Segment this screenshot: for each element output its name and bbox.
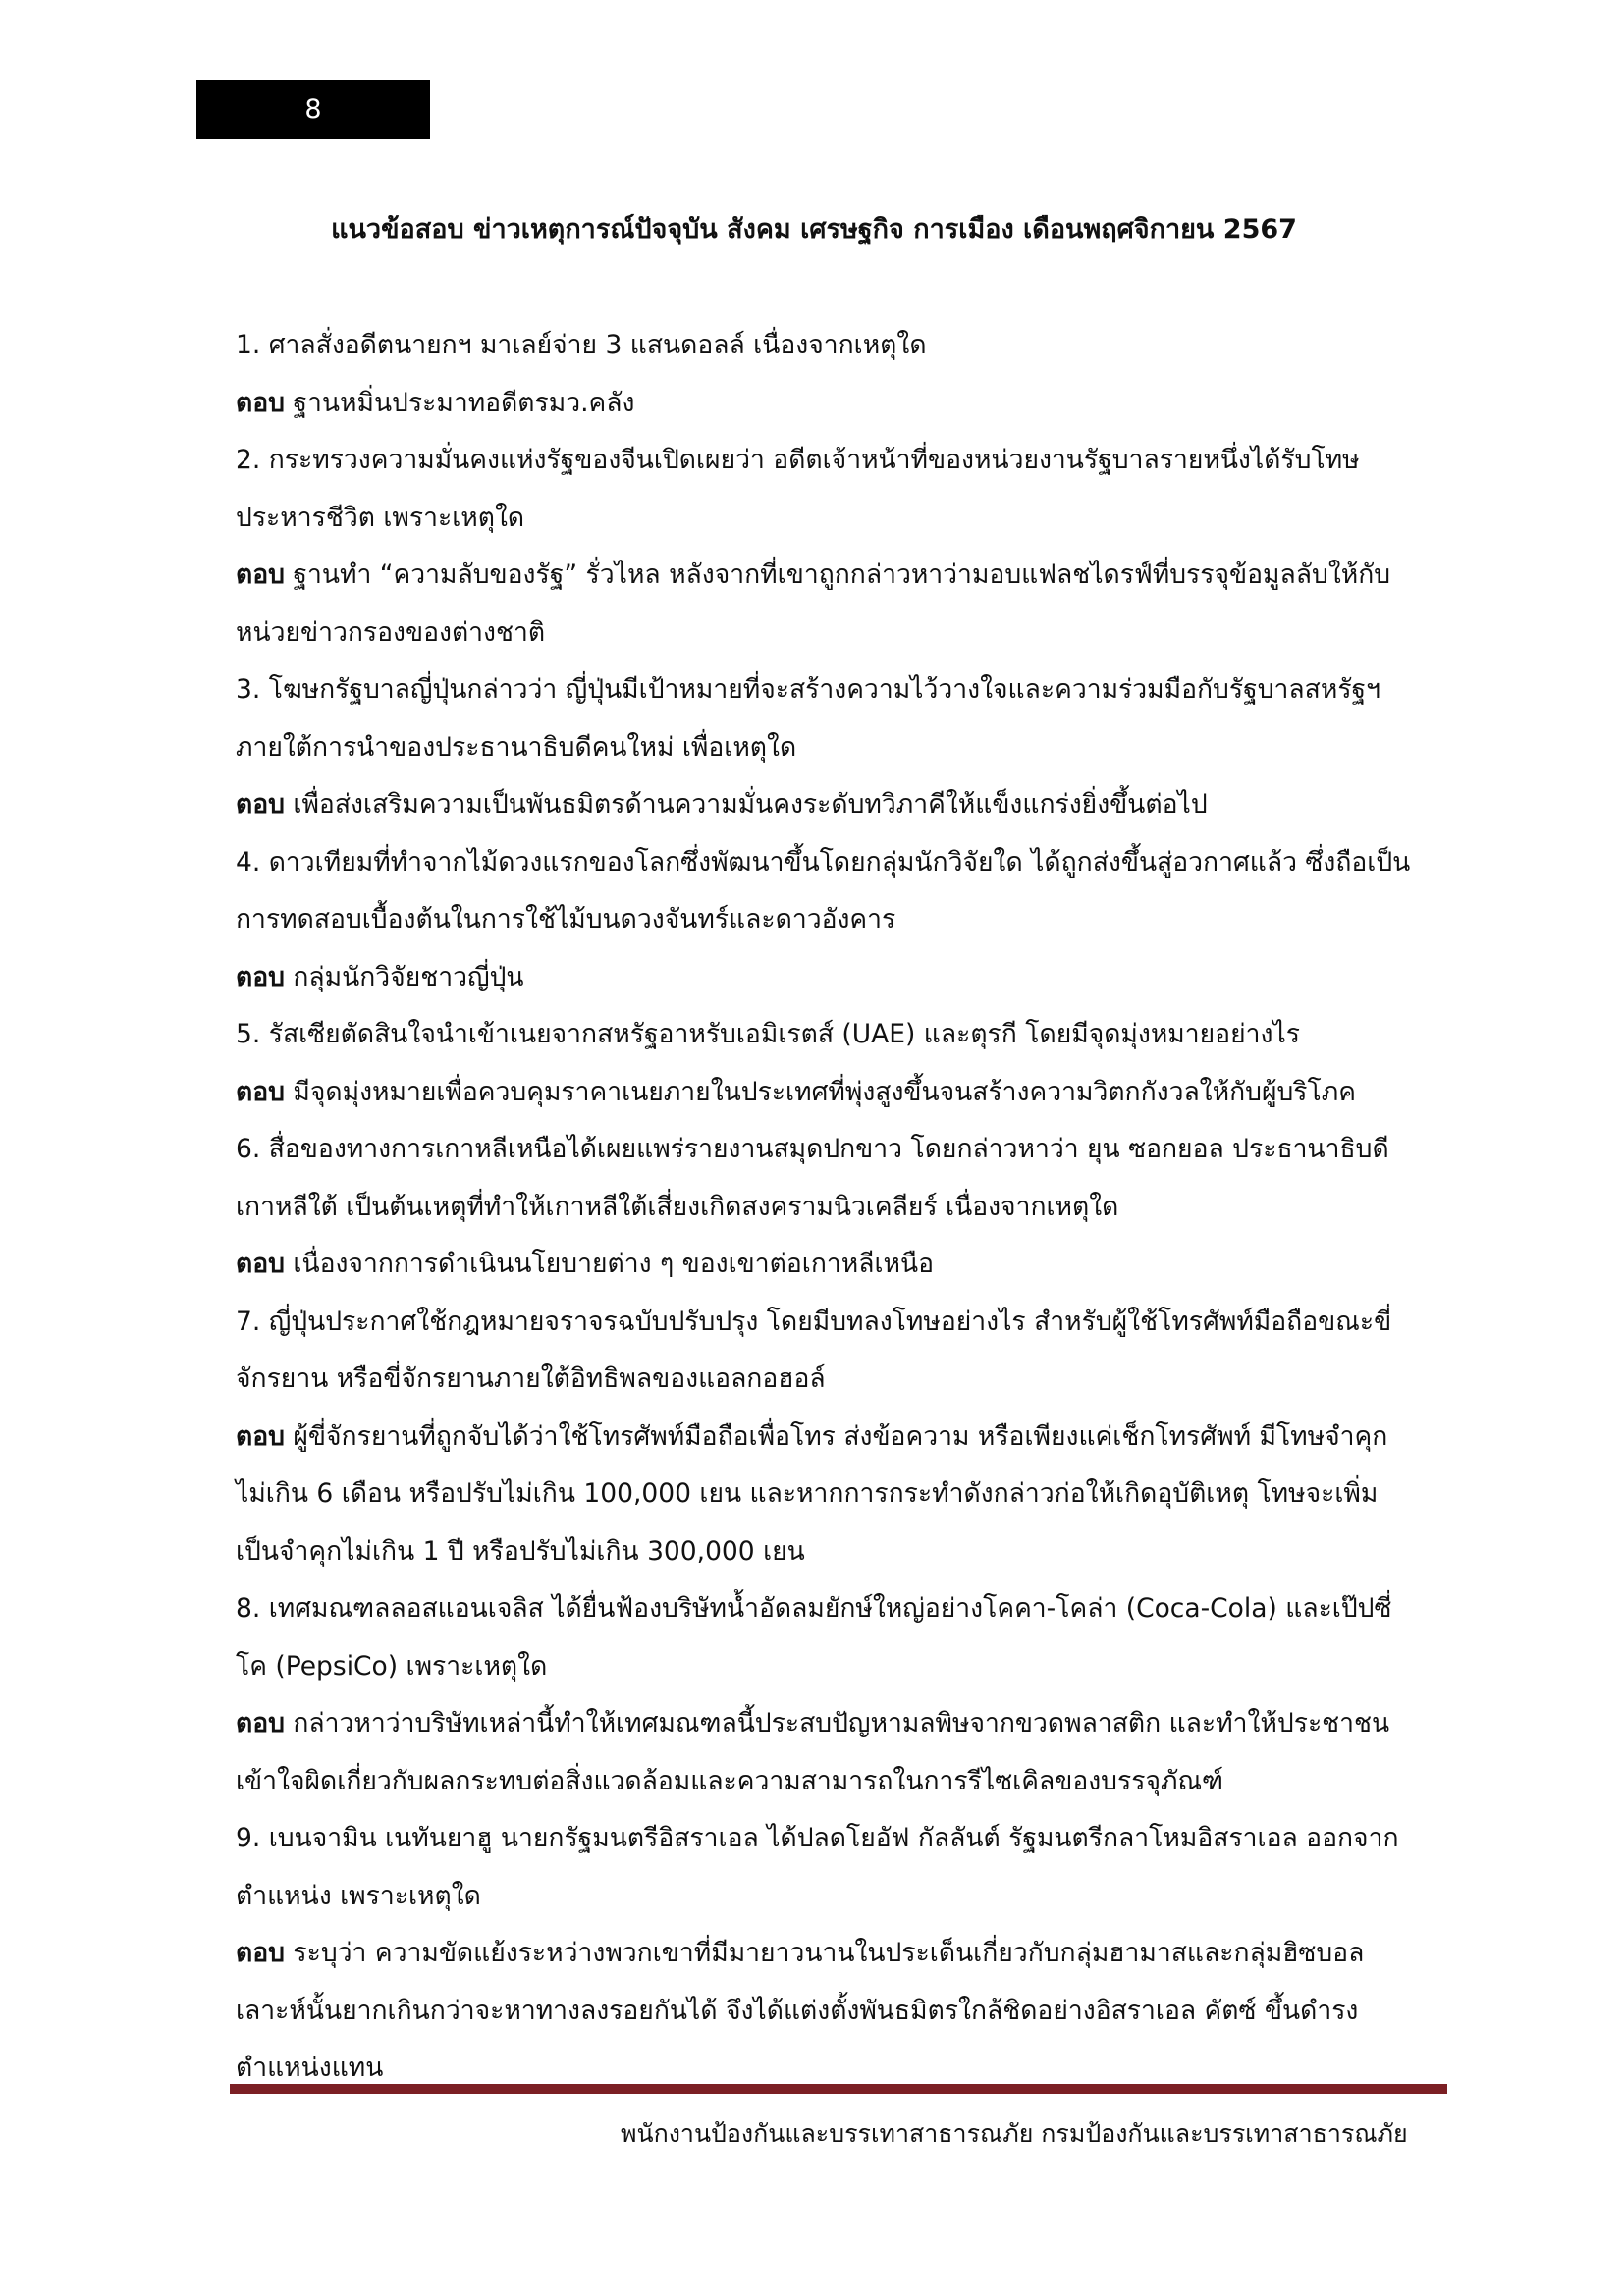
page-number: 8	[304, 94, 322, 125]
answer-5-text: มีจุดมุ่งหมายเพื่อควบคุมราคาเนยภายในประเทศที่พุ่งสูงขึ้นจนสร้างความวิตกกังวลให้กับผู้บริโภค	[293, 1076, 1356, 1107]
answer-5-line-1	[236, 1064, 1443, 1122]
question-4-line-1: 4. ดาวเทียมที่ทำจากไม้ดวงแรกของโลกซึ่งพัฒนาขึ้นโดยกลุ่มนักวิจัยใด ได้ถูกส่งขึ้นสู่อวกาศแล้ว ซึ่งถือเป็น	[236, 846, 1411, 878]
answer-label: ตอบ	[236, 1076, 285, 1107]
question-7-line-2: จักรยาน หรือขี่จักรยานภายใต้อิทธิพลของแอลกอฮอล์	[236, 1363, 826, 1394]
document-body	[236, 317, 1443, 2098]
answer-8-line-2: เข้าใจผิดเกี่ยวกับผลกระทบต่อสิ่งแวดล้อมและความสามารถในการรีไซเคิลของบรรจุภัณฑ์	[236, 1765, 1224, 1796]
answer-9-line-3: ตำแหน่งแทน	[236, 2053, 384, 2083]
question-5-line-1: 5. รัสเซียตัดสินใจนำเข้าเนยจากสหรัฐอาหรับเอมิเรตส์ (UAE) และตุรกี โดยมีจุดมุ่งหมายอย่างไร	[236, 1019, 1301, 1049]
question-8-line-1: 8. เทศมณฑลลอสแอนเจลิส ได้ยื่นฟ้องบริษัทน้ำอัดลมยักษ์ใหญ่อย่างโคคา-โคล่า (Coca-Cola) และเป๊ปซี่	[236, 1593, 1392, 1624]
question-3-line-1: 3. โฆษกรัฐบาลญี่ปุ่นกล่าวว่า ญี่ปุ่นมีเป้าหมายที่จะสร้างความไว้วางใจและความร่วมมือกับรัฐบาลสหรัฐฯ	[236, 674, 1381, 705]
answer-label: ตอบ	[236, 387, 285, 418]
footer-organization: พนักงานป้องกันและบรรเทาสาธารณภัย กรมป้องกันและบรรเทาสาธารณภัย	[621, 2119, 1408, 2148]
answer-2-line-1	[236, 547, 1443, 605]
footer-divider	[230, 2084, 1447, 2094]
question-2-line-1: 2. กระทรวงความมั่นคงแห่งรัฐของจีนเปิดเผยว่า อดีตเจ้าหน้าที่ของหน่วยงานรัฐบาลรายหนึ่งได้รับโทษ	[236, 445, 1360, 475]
page-number-badge	[196, 80, 430, 139]
question-7-line-1: 7. ญี่ปุ่นประกาศใช้กฎหมายจราจรฉบับปรับปรุง โดยมีบทลงโทษอย่างไร สำหรับผู้ใช้โทรศัพท์มือถือขณะขี่	[236, 1306, 1392, 1337]
question-2-line-2: ประหารชีวิต เพราะเหตุใด	[236, 502, 525, 533]
answer-1-line-1	[236, 375, 1443, 433]
answer-label: ตอบ	[236, 789, 285, 820]
answer-6-text: เนื่องจากการดำเนินนโยบายต่าง ๆ ของเขาต่อเกาหลีเหนือ	[293, 1249, 935, 1279]
answer-label: ตอบ	[236, 1249, 285, 1279]
question-6-line-2: เกาหลีใต้ เป็นต้นเหตุที่ทำให้เกาหลีใต้เสี่ยงเกิดสงครามนิวเคลียร์ เนื่องจากเหตุใด	[236, 1191, 1119, 1222]
question-6-line-1: 6. สื่อของทางการเกาหลีเหนือได้เผยแพร่รายงานสมุดปกขาว โดยกล่าวหาว่า ยุน ซอกยอล ประธานาธิบดี	[236, 1134, 1389, 1164]
question-8-line-2: โค (PepsiCo) เพราะเหตุใด	[236, 1650, 548, 1682]
answer-7-line-3: เป็นจำคุกไม่เกิน 1 ปี หรือปรับไม่เกิน 300,000 เยน	[236, 1535, 805, 1567]
answer-8-text-1: กล่าวหาว่าบริษัทเหล่านี้ทำให้เทศมณฑลนี้ประสบปัญหามลพิษจากขวดพลาสติก และทำให้ประชาชน	[293, 1708, 1390, 1738]
question-1-line-1: 1. ศาลสั่งอดีตนายกฯ มาเลย์จ่าย 3 แสนดอลล์ เนื่องจากเหตุใด	[236, 330, 927, 360]
answer-2-text-1: ฐานทำ “ความลับของรัฐ” รั่วไหล หลังจากที่เขาถูกกล่าวหาว่ามอบแฟลชไดรฟ์ที่บรรจุข้อมูลลับให้กับ	[293, 560, 1391, 590]
question-3-line-2: ภายใต้การนำของประธานาธิบดีคนใหม่ เพื่อเหตุใด	[236, 731, 797, 763]
answer-6-line-1	[236, 1236, 1443, 1294]
answer-7-line-1	[236, 1409, 1443, 1467]
question-9-line-2: ตำแหน่ง เพราะเหตุใด	[236, 1880, 481, 1911]
answer-4-text: กลุ่มนักวิจัยชาวญี่ปุ่น	[293, 961, 524, 992]
answer-2-line-2: หน่วยข่าวกรองของต่างชาติ	[236, 616, 546, 648]
answer-label: ตอบ	[236, 1938, 285, 1968]
answer-8-line-1	[236, 1695, 1443, 1753]
answer-7-text-1: ผู้ขี่จักรยานที่ถูกจับได้ว่าใช้โทรศัพท์มือถือเพื่อโทร ส่งข้อความ หรือเพียงแค่เช็กโทรศัพท์ มีโทษจำคุก	[293, 1420, 1388, 1452]
answer-label: ตอบ	[236, 1420, 285, 1452]
answer-9-line-2: เลาะห์นั้นยากเกินกว่าจะหาทางลงรอยกันได้ จึงได้แต่งตั้งพันธมิตรใกล้ชิดอย่างอิสราเอล คัตซ์ ขึ้นดำรง	[236, 1995, 1359, 2026]
answer-1-text: ฐานหมิ่นประมาทอดีตรมว.คลัง	[293, 387, 635, 418]
answer-9-line-1	[236, 1925, 1443, 1983]
answer-4-line-1	[236, 949, 1443, 1007]
answer-7-line-2: ไม่เกิน 6 เดือน หรือปรับไม่เกิน 100,000 เยน และหากการกระทำดังกล่าวก่อให้เกิดอุบัติเหตุ โทษจะเพิ่ม	[236, 1478, 1379, 1509]
document-title: แนวข้อสอบ ข่าวเหตุการณ์ปัจจุบัน สังคม เศรษฐกิจ การเมือง เดือนพฤศจิกายน 2567	[331, 214, 1297, 244]
answer-3-line-1	[236, 776, 1443, 834]
question-9-line-1: 9. เบนจามิน เนทันยาฮู นายกรัฐมนตรีอิสราเอล ได้ปลดโยอัฟ กัลลันต์ รัฐมนตรีกลาโหมอิสราเอล ออกจาก	[236, 1823, 1399, 1853]
answer-label: ตอบ	[236, 961, 285, 992]
answer-label: ตอบ	[236, 560, 285, 590]
answer-9-text-1: ระบุว่า ความขัดแย้งระหว่างพวกเขาที่มีมายาวนานในประเด็นเกี่ยวกับกลุ่มฮามาสและกลุ่มฮิซบอล	[293, 1938, 1365, 1968]
answer-3-text: เพื่อส่งเสริมความเป็นพันธมิตรด้านความมั่นคงระดับทวิภาคีให้แข็งแกร่งยิ่งขึ้นต่อไป	[293, 789, 1208, 820]
answer-label: ตอบ	[236, 1708, 285, 1738]
question-4-line-2: การทดสอบเบื้องต้นในการใช้ไม้บนดวงจันทร์และดาวอังคาร	[236, 904, 896, 934]
